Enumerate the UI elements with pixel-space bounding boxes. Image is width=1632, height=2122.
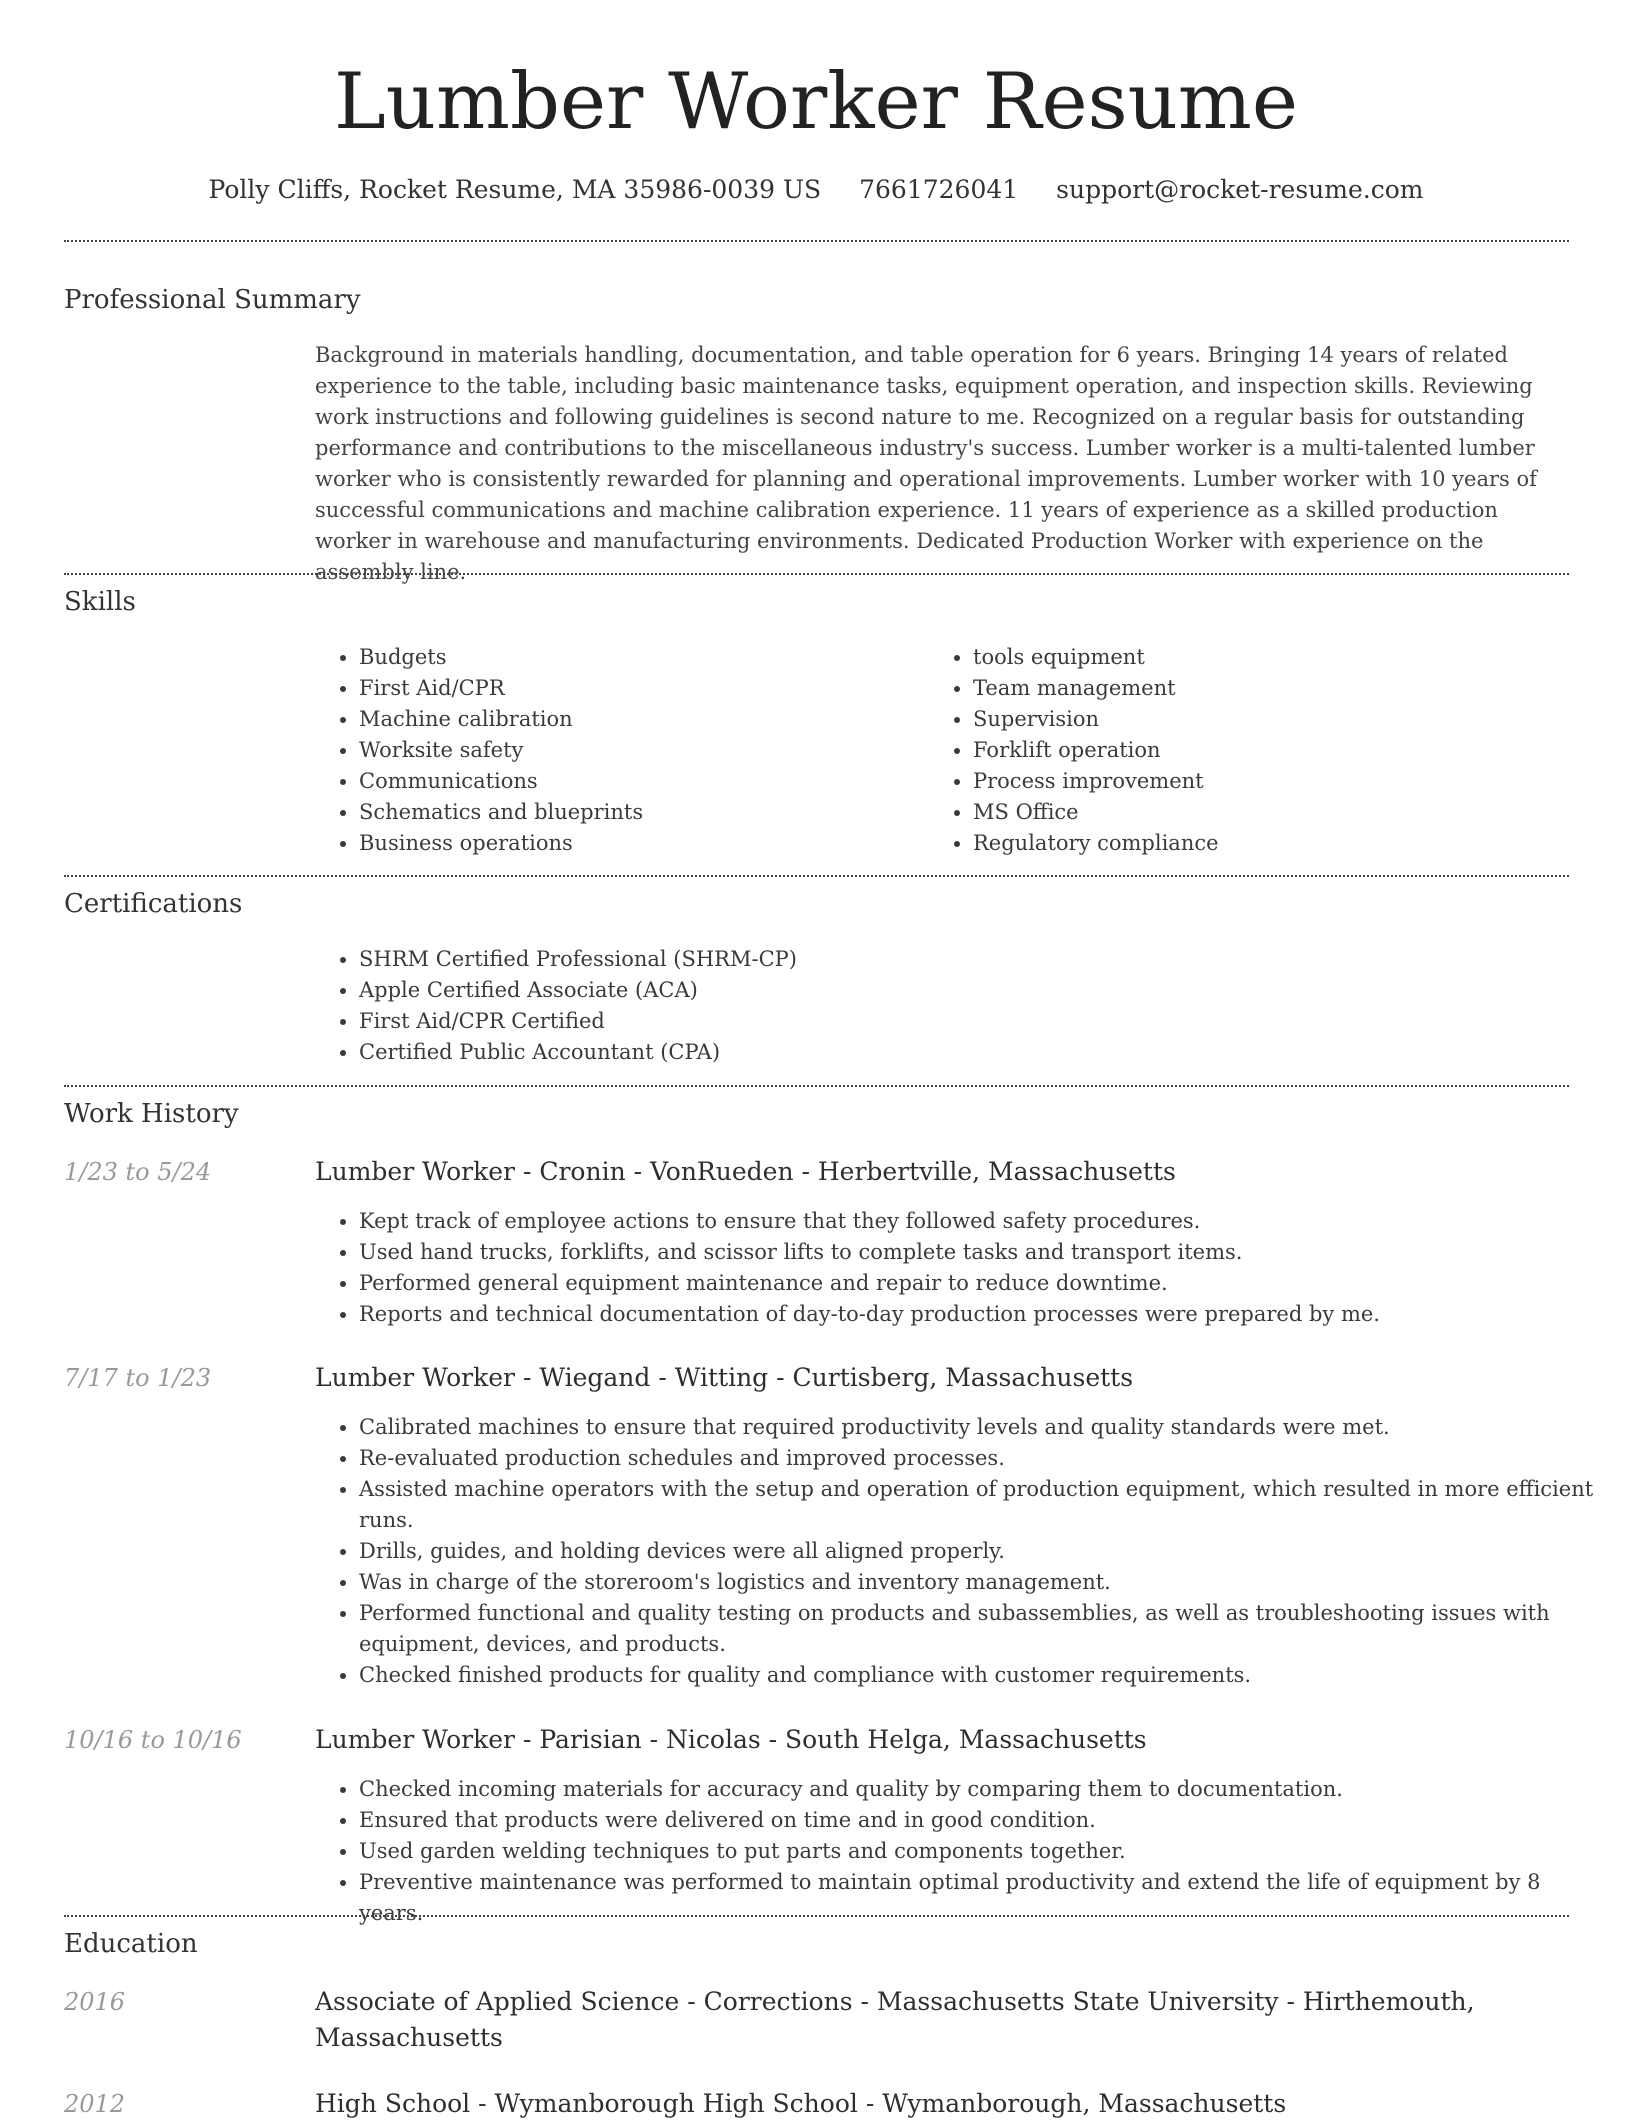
divider (64, 573, 1569, 575)
skills-heading: Skills (64, 587, 136, 617)
education-heading: Education (64, 1929, 198, 1959)
summary-text: Background in materials handling, documentation, and table operation for 6 years. Bringing 14 years of related experience to the table, including basic maintenance tasks, equipment operation, and inspection skills. Reviewing work instructions and following guidelines is second nature to me. Recognized on a regular basis for outstanding performance and contributions to the miscellaneous industry's success. Lumber worker is a multi-talented lumber worker who is consistently rewarded for planning and operational improvements. Lumber worker with 10 years of successful communications and machine calibration experience. 11 years of experience as a skilled production worker in warehouse and manufacturing environments. Dedicated Production Worker with experience on the assembly line. (315, 343, 1537, 584)
skills-list-left (315, 642, 919, 859)
list-item: • Business operations (359, 828, 919, 859)
list-item: • Apple Certified Associate (ACA) (359, 975, 1559, 1006)
list-item: • Used garden welding techniques to put parts and components together. (359, 1836, 1609, 1867)
list-item: • Performed general equipment maintenance and repair to reduce downtime. (359, 1268, 1609, 1299)
list-item: • Calibrated machines to ensure that required productivity levels and quality standards were met. (359, 1412, 1609, 1443)
list-item: • Communications (359, 766, 919, 797)
list-item: • First Aid/CPR Certified (359, 1006, 1559, 1037)
job-dates: 7/17 to 1/23 (64, 1364, 212, 1392)
list-item: • Checked incoming materials for accuracy and quality by comparing them to documentation. (359, 1774, 1609, 1805)
job-title: Lumber Worker - Parisian - Nicolas - South Helga, Massachusetts (315, 1725, 1147, 1754)
list-item: • Team management (973, 673, 1573, 704)
contact-line (0, 170, 1632, 210)
list-item: • MS Office (973, 797, 1573, 828)
list-item: • Forklift operation (973, 735, 1573, 766)
list-item: • Preventive maintenance was performed to maintain optimal productivity and extend the life of equipment by 8 years. (359, 1867, 1609, 1929)
list-item: • Was in charge of the storeroom's logistics and inventory management. (359, 1567, 1609, 1598)
list-item: • Used hand trucks, forklifts, and scissor lifts to complete tasks and transport items. (359, 1237, 1609, 1268)
list-item: • Drills, guides, and holding devices were all aligned properly. (359, 1536, 1609, 1567)
contact-address: Polly Cliffs, Rocket Resume, MA 35986-0039 US (208, 175, 822, 204)
list-item: • Process improvement (973, 766, 1573, 797)
list-item: • SHRM Certified Professional (SHRM-CP) (359, 944, 1559, 975)
resume-title: Lumber Worker Resume (333, 57, 1299, 147)
job-bullets (315, 1774, 1609, 1929)
list-item: • First Aid/CPR (359, 673, 919, 704)
list-item: • Ensured that products were delivered on time and in good condition. (359, 1805, 1609, 1836)
list-item: • Re-evaluated production schedules and improved processes. (359, 1443, 1609, 1474)
certifications-heading: Certifications (64, 889, 243, 919)
list-item: • Schematics and blueprints (359, 797, 919, 828)
skills-list-right (929, 642, 1573, 859)
divider (64, 240, 1569, 242)
contact-phone: 7661726041 (859, 175, 1019, 204)
summary-heading: Professional Summary (64, 285, 361, 315)
job-dates: 10/16 to 10/16 (64, 1726, 242, 1754)
job-title: Lumber Worker - Wiegand - Witting - Curtisberg, Massachusetts (315, 1363, 1134, 1392)
list-item: • Kept track of employee actions to ensure that they followed safety procedures. (359, 1206, 1609, 1237)
list-item: • Budgets (359, 642, 919, 673)
work-history-heading: Work History (64, 1099, 239, 1129)
divider (64, 1085, 1569, 1087)
divider (64, 1915, 1569, 1917)
list-item: • Assisted machine operators with the setup and operation of production equipment, which resulted in more efficient runs. (359, 1474, 1609, 1536)
education-degree: Associate of Applied Science - Corrections - Massachusetts State University - Hirthemouth, Massachusetts (315, 1987, 1475, 2052)
list-item: • Supervision (973, 704, 1573, 735)
contact-email: support@rocket-resume.com (1056, 175, 1424, 204)
list-item: • Machine calibration (359, 704, 919, 735)
list-item: • Regulatory compliance (973, 828, 1573, 859)
job-bullets (315, 1206, 1609, 1330)
job-title: Lumber Worker - Cronin - VonRueden - Herbertville, Massachusetts (315, 1157, 1176, 1186)
list-item: • Certified Public Accountant (CPA) (359, 1037, 1559, 1068)
job-dates: 1/23 to 5/24 (64, 1158, 212, 1186)
education-year: 2012 (64, 2090, 126, 2118)
divider (64, 875, 1569, 877)
list-item: • Performed functional and quality testing on products and subassemblies, as well as troubleshooting issues with equipment, devices, and products. (359, 1598, 1609, 1660)
education-year: 2016 (64, 1988, 126, 2016)
education-degree: High School - Wymanborough High School - Wymanborough, Massachusetts (315, 2089, 1287, 2118)
list-item: • tools equipment (973, 642, 1573, 673)
certifications-list (315, 944, 1559, 1068)
list-item: • Worksite safety (359, 735, 919, 766)
job-bullets (315, 1412, 1609, 1691)
list-item: • Checked finished products for quality and compliance with customer requirements. (359, 1660, 1609, 1691)
list-item: • Reports and technical documentation of day-to-day production processes were prepared by me. (359, 1299, 1609, 1330)
